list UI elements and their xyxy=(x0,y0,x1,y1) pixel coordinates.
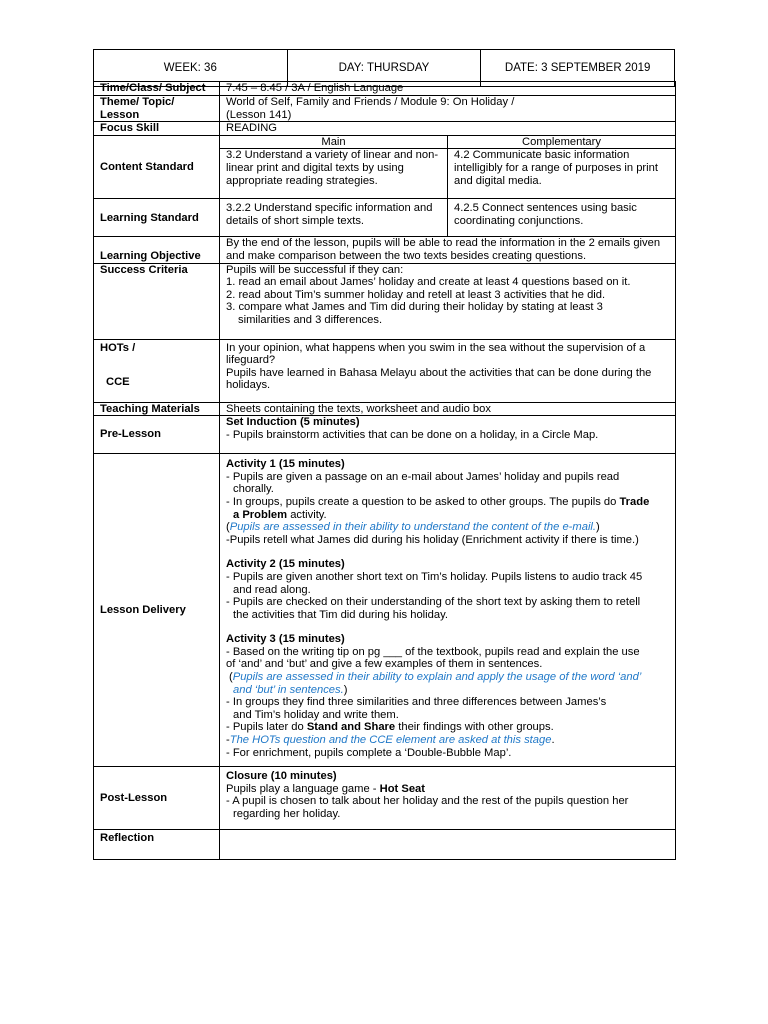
activity-2-line-3: - Pupils are checked on their understanding of the short text by asking them to retell xyxy=(226,596,641,609)
activity-1-line-3-text: - In groups, pupils create a question to be asked to other groups. The pupils do xyxy=(226,495,620,508)
cce-text: Pupils have learned in Bahasa Melayu about the activities that can be done during the holidays. xyxy=(226,366,652,392)
date-cell: DATE: 3 SEPTEMBER 2019 xyxy=(481,50,675,87)
assessment-note-2-cont: and ‘but’ in sentences. xyxy=(233,683,344,696)
activity-label: activity. xyxy=(287,508,327,521)
time-value: 7.45 – 8.45 / 3A / English Language xyxy=(220,82,676,96)
week-cell: WEEK: 36 xyxy=(94,50,288,87)
row-objective xyxy=(94,237,676,263)
content-comp: 4.2 Communicate basic information intelligibly for a range of purposes in print and digital media. xyxy=(448,149,676,199)
learning-standard-comp xyxy=(448,199,676,237)
activity-1-title: Activity 1 (15 minutes) xyxy=(226,458,345,471)
row-post-lesson xyxy=(94,767,676,830)
time-label: Time/Class/ Subject xyxy=(94,82,220,96)
activity-3-line-2: of ‘and’ and ‘but’ and give a few examples of them in sentences. xyxy=(226,658,543,671)
row-learning-standard xyxy=(94,199,676,237)
success-item-2: 2. read about Tim’s summer holiday and retell at least 3 activities that he did. xyxy=(226,288,606,301)
activity-1-line-2: chorally. xyxy=(233,483,274,496)
row-success xyxy=(94,263,676,339)
activity-2-line-1: - Pupils are given another short text on Tim’s holiday. Pupils listens to audio track 45 xyxy=(226,570,643,583)
theme-value-line2: (Lesson 141) xyxy=(226,108,292,121)
content-main: 3.2 Understand a variety of linear and non-linear print and digital texts by using appropriate reading strategies. xyxy=(220,149,448,199)
closure-line-1-text: Pupils play a language game - xyxy=(226,782,380,795)
activity-3-line-4 xyxy=(226,684,669,697)
hots-note: The HOTs question and the CCE element are asked at this stage xyxy=(229,734,552,747)
post-lesson-label: Post-Lesson xyxy=(94,767,220,830)
success-item-1: 1. read an email about James’ holiday and create at least 4 questions based on it. xyxy=(226,276,631,289)
closure-line-1 xyxy=(226,783,669,796)
learning-standard-main-text: 3.2.2 Understand specific information and details of short simple texts. xyxy=(226,202,433,227)
reflection-label-text: Reflection xyxy=(100,832,155,845)
a-problem-label: a Problem xyxy=(233,508,288,521)
row-reflection xyxy=(94,830,676,860)
lesson-delivery-label: Lesson Delivery xyxy=(94,454,220,767)
success-intro: Pupils will be successful if they can: xyxy=(226,263,404,276)
theme-label-line1: Theme/ Topic/ xyxy=(100,96,175,108)
activity-1-line-4 xyxy=(226,509,669,522)
theme-value-line1: World of Self, Family and Friends / Module 9: On Holiday / xyxy=(226,96,515,108)
activity-3-line-6: and Tim’s holiday and write them. xyxy=(233,708,399,721)
hots-label-line1: HOTs / xyxy=(100,341,136,354)
activity-1-line-1: - Pupils are given a passage on an e-mail about James’ holiday and pupils read xyxy=(226,470,620,483)
learning-standard-comp-text: 4.2.5 Connect sentences using basic coordinating conjunctions. xyxy=(454,202,637,227)
activity-3-line-3 xyxy=(226,671,669,684)
set-induction-text: - Pupils brainstorm activities that can be done on a holiday, in a Circle Map. xyxy=(226,428,599,441)
stand-share-label: Stand and Share xyxy=(306,721,396,734)
post-lesson-value xyxy=(220,767,676,830)
row-time xyxy=(94,82,676,96)
objective-label: Learning Objective xyxy=(94,237,220,263)
complementary-column-head: Complementary xyxy=(448,135,676,149)
row-pre-lesson xyxy=(94,416,676,454)
closure-title: Closure (10 minutes) xyxy=(226,770,337,783)
paren-close-2: ) xyxy=(343,683,348,696)
activity-1-line-3 xyxy=(226,496,669,509)
theme-label xyxy=(94,96,220,122)
main-column-head: Main xyxy=(220,135,448,149)
success-item-3-cont: similarities and 3 differences. xyxy=(238,313,383,326)
assessment-note-2: Pupils are assessed in their ability to explain and apply the usage of the word ‘and’ xyxy=(232,671,642,684)
activity-3-title: Activity 3 (15 minutes) xyxy=(226,633,345,646)
hots-note-dash: - xyxy=(226,734,230,747)
activity-1-line-5 xyxy=(226,521,669,534)
learning-standard-main xyxy=(220,199,448,237)
activity-2-line-4: the activities that Tim did during his holiday. xyxy=(233,608,448,621)
paren-open-1: ( xyxy=(226,521,230,534)
materials-value: Sheets containing the texts, worksheet and audio box xyxy=(220,402,676,416)
activity-3-line-7 xyxy=(226,721,669,734)
activity-3-line-1: - Based on the writing tip on pg ___ of the textbook, pupils read and explain the use xyxy=(226,645,640,658)
reflection-label xyxy=(94,830,220,860)
stand-share-suffix: their findings with other groups. xyxy=(395,721,554,734)
focus-label: Focus Skill xyxy=(94,122,220,136)
theme-value xyxy=(220,96,676,122)
lesson-delivery-value xyxy=(220,454,676,767)
success-label: Success Criteria xyxy=(94,263,220,339)
content-label: Content Standard xyxy=(94,135,220,199)
stand-share-prefix: - Pupils later do xyxy=(226,721,307,734)
assessment-note-1: Pupils are assessed in their ability to understand the content of the e-mail. xyxy=(229,521,597,534)
closure-line-2: - A pupil is chosen to talk about her holiday and the rest of the pupils question her xyxy=(226,795,629,808)
row-focus xyxy=(94,122,676,136)
objective-value: By the end of the lesson, pupils will be able to read the information in the 2 emails given and make comparison between the two texts besides creating questions. xyxy=(220,237,676,263)
trade-label: Trade xyxy=(619,495,650,508)
row-hots xyxy=(94,339,676,402)
success-value xyxy=(220,263,676,339)
activity-2-line-2: and read along. xyxy=(233,583,311,596)
day-cell: DAY: THURSDAY xyxy=(287,50,481,87)
row-lesson-delivery xyxy=(94,454,676,767)
activity-3-line-8 xyxy=(226,734,669,747)
focus-value: READING xyxy=(220,122,676,136)
row-theme xyxy=(94,96,676,122)
cce-label: CCE xyxy=(106,376,130,389)
paren-close-1: ) xyxy=(596,521,600,534)
reflection-value[interactable] xyxy=(220,830,676,860)
success-item-3: 3. compare what James and Tim did during their holiday by stating at least 3 xyxy=(226,301,603,314)
closure-line-3: regarding her holiday. xyxy=(233,807,341,820)
activity-3-line-9: - For enrichment, pupils complete a ‘Double-Bubble Map’. xyxy=(226,746,512,759)
hot-seat-label: Hot Seat xyxy=(379,782,426,795)
hots-note-period: . xyxy=(551,734,555,747)
row-content-head xyxy=(94,135,676,149)
pre-lesson-label: Pre-Lesson xyxy=(94,416,220,454)
lesson-plan-table xyxy=(93,81,676,860)
hots-question: In your opinion, what happens when you swim in the sea without the supervision of a lifeguard? xyxy=(226,341,646,367)
hots-value xyxy=(220,339,676,402)
pre-lesson-value xyxy=(220,416,676,454)
materials-label: Teaching Materials xyxy=(94,402,220,416)
learning-standard-label: Learning Standard xyxy=(94,199,220,237)
activity-1-line-6: -Pupils retell what James did during his holiday (Enrichment activity if there is time.) xyxy=(226,533,639,546)
activity-3-line-5: - In groups they find three similarities and three differences between James’s xyxy=(226,696,607,709)
set-induction-title: Set Induction (5 minutes) xyxy=(226,416,360,429)
hots-label xyxy=(94,339,220,402)
theme-label-line2: Lesson xyxy=(100,108,140,121)
activity-2-title: Activity 2 (15 minutes) xyxy=(226,558,345,571)
row-materials xyxy=(94,402,676,416)
paren-open-2: ( xyxy=(229,671,233,684)
